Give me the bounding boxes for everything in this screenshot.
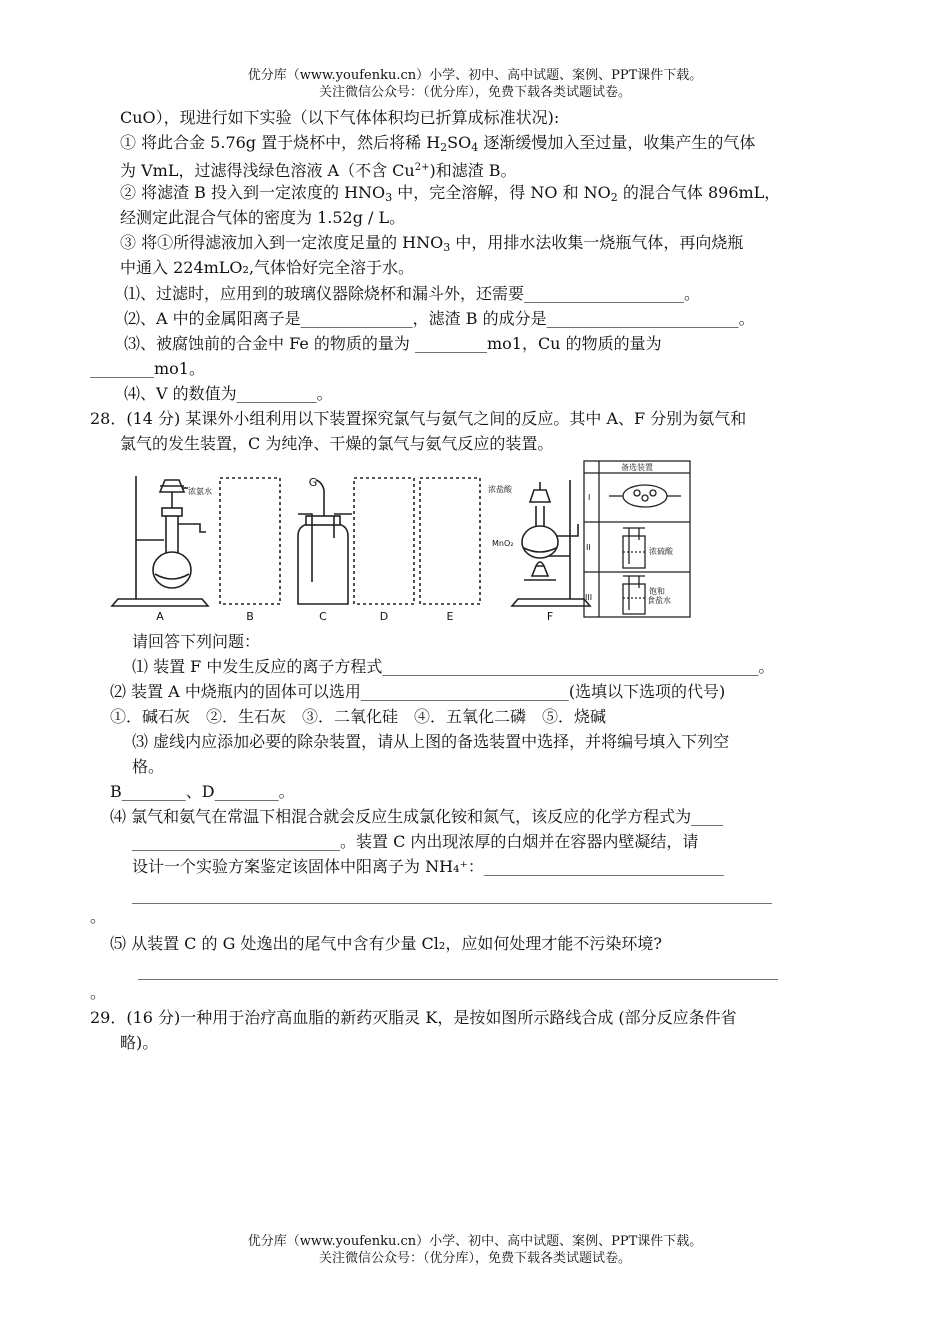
q28-sub-5c: 。: [90, 983, 107, 1002]
label-hcl: 浓盐酸: [488, 485, 512, 494]
q27-line-1: CuO），现进行如下实验（以下气体体积均已折算成标准状况):: [120, 108, 560, 127]
q28-line-1: 28．(14 分) 某课外小组利用以下装置探究氯气与氨气之间的反应。其中 A、F 分别为氨气和: [90, 409, 747, 428]
q28-sub-1: ⑴ 装置 F 中发生反应的离子方程式_______________________________________________。: [132, 657, 775, 676]
alt-title: 备选装置: [621, 463, 653, 472]
header-line-1: 优分库（www.youfenku.cn）小学、初中、高中试题、案例、PPT课件下载。: [247, 68, 703, 83]
q28-prompt: 请回答下列问题：: [132, 632, 261, 651]
label-g: G: [308, 476, 318, 489]
dashed-box-e: [420, 478, 480, 604]
q29-line-1: 29．(16 分)一种用于治疗高血脂的新药灭脂灵 K，是按如图所示路线合成 (部分反应条件省: [90, 1008, 737, 1027]
q28-sub-3b: 格。: [132, 757, 165, 776]
q28-sub-3a: ⑶ 虚线内应添加必要的除杂装置，请从上图的备选装置中选择，并将编号填入下列空: [132, 732, 730, 751]
q28-sub-5b: ________________________________________________________________________________: [138, 961, 778, 980]
q27-line-6: ③ 将①所得滤液加入到一定浓度足量的 $HNO_3$ 中，用排水法收集一烧瓶气体，再向烧瓶: [120, 233, 744, 254]
label-a: A: [156, 610, 164, 623]
q28-line-2: 氯气的发生装置，C 为纯净、干燥的氯气与氨气反应的装置。: [120, 434, 554, 453]
q27-line-2: ① 将此合金 5.76g 置于烧杯中，然后将稀 $H_2SO_4$ 逐渐缓慢加入至过量，收集产生的气体: [120, 133, 756, 154]
apparatus-f: [512, 480, 593, 606]
label-ammonia-water: 浓氨水: [188, 487, 212, 496]
alt-label-ii: II: [586, 543, 591, 552]
drying-tube: [609, 485, 681, 507]
q27-sub-3b: ________mo1。: [90, 359, 205, 378]
footer-line-2: 关注微信公众号：（优分库），免费下载各类试题试卷。: [318, 1251, 631, 1266]
q28-sub-3c: B________、D________。: [110, 782, 295, 801]
q27-line-4: ② 将滤渣 B 投入到一定浓度的 $HNO_3$ 中，完全溶解，得 NO 和 $NO_2$ 的混合气体 896mL，: [120, 183, 781, 204]
q28-sub-4e: 。: [90, 907, 107, 926]
footer-line-1: 优分库（www.youfenku.cn）小学、初中、高中试题、案例、PPT课件下载。: [247, 1234, 703, 1249]
label-saltwater-1: 饱和: [649, 587, 665, 596]
apparatus-c: [298, 480, 352, 604]
q28-sub-4b: __________________________。装置 C 内出现浓厚的白烟并在容器内壁凝结，请: [132, 832, 699, 851]
wash-bottle-h2so4: [623, 528, 645, 568]
dashed-box-b: [220, 478, 280, 604]
q27-line-7: 中通入 224mLO₂,气体恰好完全溶于水。: [120, 258, 415, 277]
q28-sub-4d: ________________________________________________________________________________: [132, 885, 772, 904]
q27-line-5: 经测定此混合气体的密度为 1.52g / L。: [120, 208, 406, 227]
q27-line-3: 为 VmL，过滤得浅绿色溶液 A（不含 $Cu^{2+}$)和滤渣 B。: [120, 161, 517, 180]
q27-sub-4: ⑷、V 的数值为__________。: [124, 384, 333, 403]
q28-sub-4a: ⑷ 氯气和氨气在常温下相混合就会反应生成氯化铵和氮气，该反应的化学方程式为____: [110, 807, 724, 826]
alt-label-iii: III: [585, 593, 593, 602]
label-b: B: [246, 610, 254, 623]
q28-options: ①．碱石灰 ②．生石灰 ③．二氧化硅 ④．五氧化二磷 ⑤．烧碱: [110, 707, 607, 726]
q28-sub-4c: 设计一个实验方案鉴定该固体中阳离子为 NH₄⁺：______________________________: [132, 857, 724, 876]
label-f: F: [546, 610, 554, 623]
label-d: D: [379, 610, 389, 623]
q28-sub-5a: ⑸ 从装置 C 的 G 处逸出的尾气中含有少量 Cl₂，应如何处理才能不污染环境?: [110, 934, 662, 953]
alternative-devices-panel: [583, 460, 691, 620]
q27-sub-3a: ⑶、被腐蚀前的合金中 Fe 的物质的量为 _________mo1，Cu 的物质的量为: [124, 334, 662, 353]
label-mno2: MnO₂: [492, 539, 514, 548]
alt-label-i: I: [588, 493, 591, 502]
q27-sub-2: ⑵、A 中的金属阳离子是______________，滤渣 B 的成分是________________________。: [124, 309, 755, 328]
header-line-2: 关注微信公众号：（优分库），免费下载各类试题试卷。: [318, 85, 631, 100]
q28-sub-2: ⑵ 装置 A 中烧瓶内的固体可以选用__________________________(选填以下选项的代号): [110, 682, 726, 701]
q27-sub-1: ⑴、过滤时，应用到的玻璃仪器除烧杯和漏斗外，还需要____________________。: [124, 284, 701, 303]
wash-bottle-saltwater: [623, 576, 645, 614]
label-saltwater-2: 食盐水: [647, 596, 671, 605]
label-e: E: [446, 610, 454, 623]
label-c: C: [319, 610, 327, 623]
q29-line-2: 略)。: [120, 1033, 159, 1052]
dashed-box-d: [354, 478, 414, 604]
label-h2so4: 浓硫酸: [649, 547, 673, 556]
